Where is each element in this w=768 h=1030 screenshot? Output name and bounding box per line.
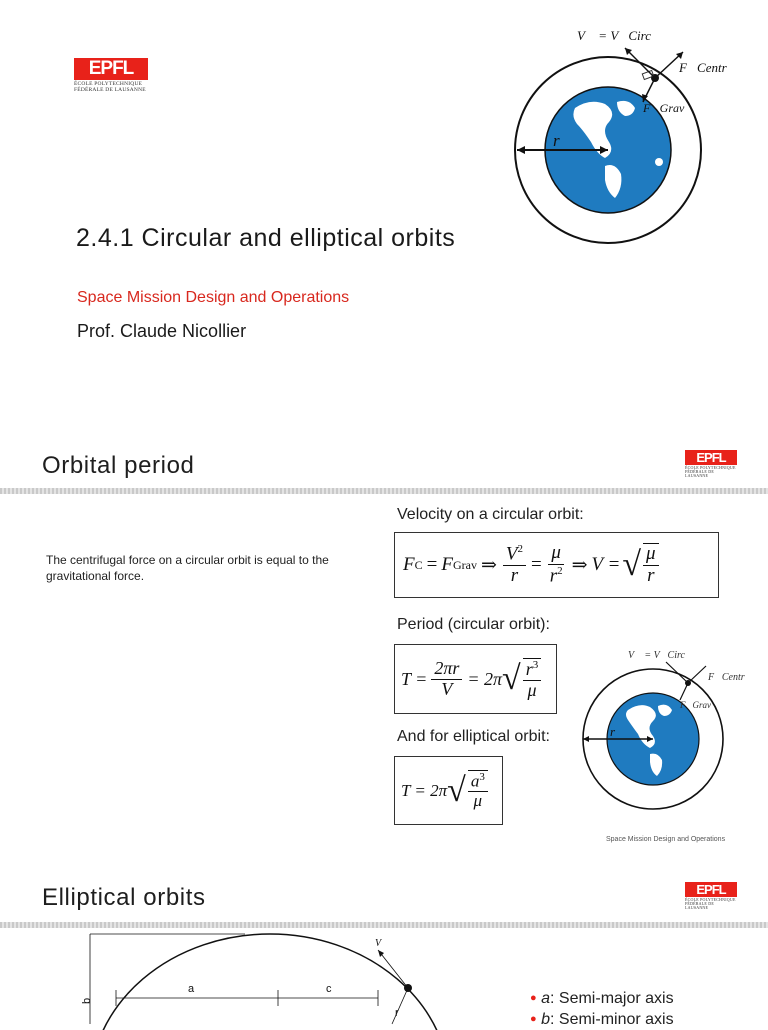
equation-period-elliptical: T = 2π √ $\frac{a^3}{\mu}$ [394,756,503,825]
epfl-logo-small: EPFL ÉCOLE POLYTECHNIQUE FÉDÉRALE DE LAUSANNE [685,450,736,479]
label-r: r [395,1007,399,1019]
slide-divider [0,488,768,494]
author: Prof. Claude Nicollier [77,321,247,341]
orbit-small-v-label: V⃗ = V⃗Circ [628,650,685,661]
orbit-r-label: r [553,131,560,150]
body-text: The centrifugal force on a circular orbit is equal to the gravitational force. [46,553,329,584]
label-c: c [326,983,332,995]
orbital-period-slide [0,432,768,852]
epfl-logo-small-3: EPFL ÉCOLE POLYTECHNIQUE FÉDÉRALE DE LAUSANNE [685,882,736,911]
orbit-fcentr-label: F⃗Centr [679,60,727,75]
page-title: 2.4.1 Circular and elliptical orbits [76,224,456,252]
title-slide [0,0,768,420]
equation-period-circular: T = $\frac{2\pi r}{V}$ = 2π √ $\frac{r^3}{\mu}$ [394,644,557,714]
orbit-diagram [505,20,727,245]
label-v: V⃗ [375,938,389,949]
logo-line1: ÉCOLE POLYTECHNIQUE [74,81,143,87]
logo-line2: FÉDÉRALE DE LAUSANNE [74,86,146,93]
list-item: ● b: Semi-minor axis [530,1011,674,1028]
equation-velocity: F C = F Grav ⇒ $\frac{V^2}{r}$ = $\frac{\mu}{r^2}$ ⇒ V = √ $\frac{\mu}{r}$ [394,532,719,598]
label-b: b [81,997,93,1004]
orbit-small-fcentr-label: F⃗Centr [708,672,745,683]
heading-period: Period (circular orbit): [397,616,550,633]
orbit-diagram-small [570,644,750,814]
heading-velocity: Velocity on a circular orbit: [397,506,584,523]
ellipse-diagram [70,928,470,1024]
orbit-small-fgrav-label: F⃗Grav [680,700,711,710]
slide-title-orbital-period: Orbital period [42,452,195,479]
course-subtitle: Space Mission Design and Operations [77,289,350,306]
epfl-logo [74,58,148,94]
orbit-fgrav-label: F⃗Grav [643,101,685,115]
orbit-small-r-label: r [610,724,616,739]
list-item: ● a: Semi-major axis [530,990,674,1007]
slide-footer: Space Mission Design and Operations [606,836,726,843]
logo-mark: EPFL [88,58,134,79]
orbit-v-label: V⃗ = V⃗Circ [577,28,652,43]
heading-elliptical: And for elliptical orbit: [397,728,550,745]
bullet-list [530,988,674,1030]
elliptical-orbits-slide [0,864,768,1028]
slide-title-elliptical-orbits: Elliptical orbits [42,884,206,911]
label-a: a [188,983,195,995]
